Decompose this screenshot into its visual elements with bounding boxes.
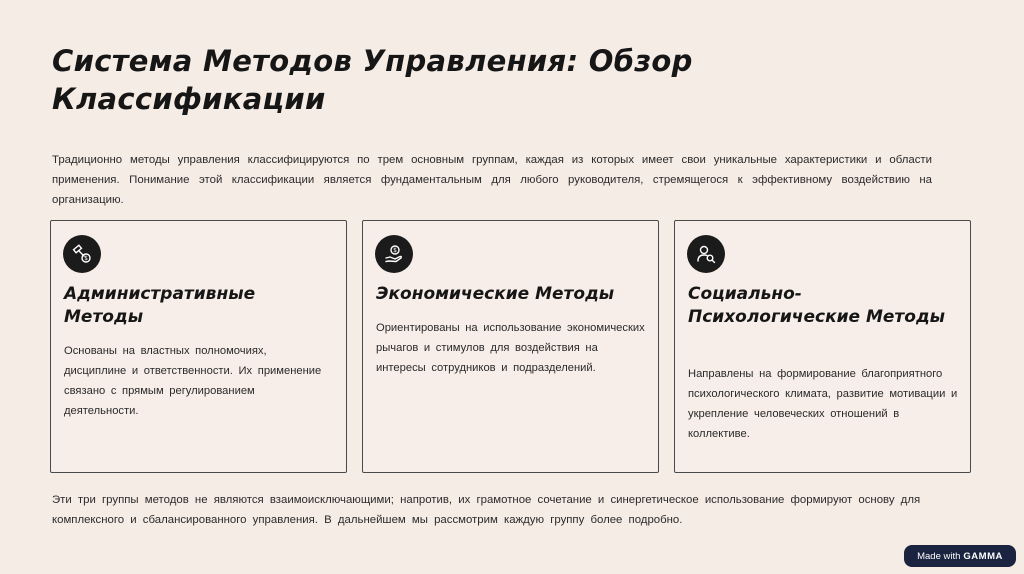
card-description: Направлены на формирование благоприятного психологического климата, развитие мотивации и укрепление человеческих отношений в коллективе. <box>688 368 958 440</box>
card-administrative <box>50 220 347 473</box>
card-title: Социально-Психологические Методы <box>688 284 946 327</box>
svg-text:$: $ <box>393 247 397 255</box>
card-description: Основаны на властных полномочиях, дисциплине и ответственности. Их применение связано с прямым регулированием деятельности. <box>64 345 322 417</box>
intro-paragraph: Традиционно методы управления классифицируются по трем основным группам, каждая из которых имеет свои уникальные характеристики и области применения. Понимание этой классификации является фундаментальным для любого руководителя, стремящегося к эффективному воздействию на организацию. <box>52 154 932 206</box>
hand-money-icon <box>375 235 413 273</box>
card-title: Экономические Методы <box>376 284 615 304</box>
badge-prefix: Made with <box>917 550 961 562</box>
gamma-logo: GAMMA <box>963 550 1003 562</box>
page-title: Система Методов Управления: Обзор Классификации <box>52 44 693 116</box>
card-title: Административные Методы <box>64 284 256 327</box>
svg-text:$: $ <box>84 255 88 263</box>
card-socio-psychological <box>674 220 971 473</box>
gavel-money-icon <box>63 235 101 273</box>
made-with-gamma-badge[interactable] <box>904 545 1016 567</box>
outro-paragraph: Эти три группы методов не являются взаимоисключающими; напротив, их грамотное сочетание и синергетическое использование формируют основу для комплексного и сбалансированного управления. В дальнейшем мы рассмотрим каждую группу более подробно. <box>52 494 921 526</box>
card-economic <box>362 220 659 473</box>
person-search-icon <box>687 235 725 273</box>
card-description: Ориентированы на использование экономических рычагов и стимулов для воздействия на интересы сотрудников и подразделений. <box>376 322 645 374</box>
